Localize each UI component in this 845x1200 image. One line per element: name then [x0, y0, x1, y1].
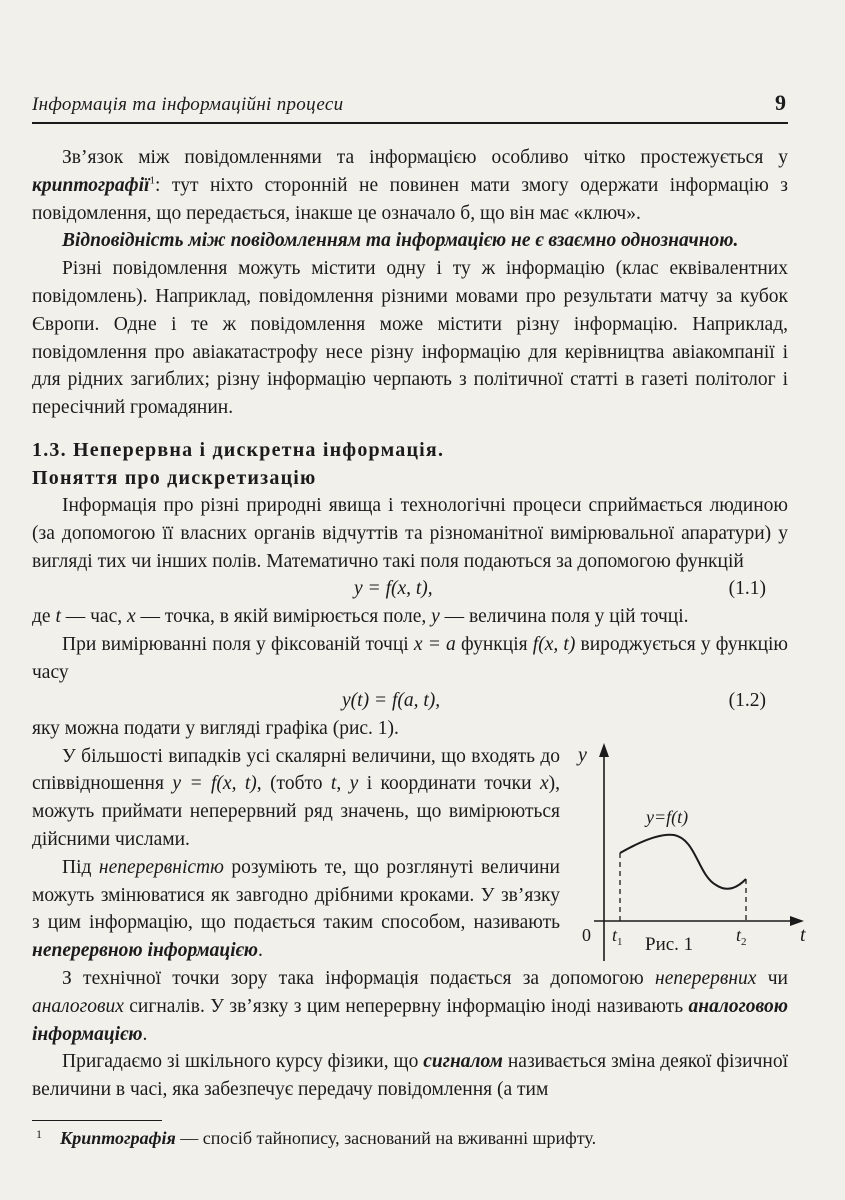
paragraph-scalar-values: У більшості випадків усі скалярні величини, що входять до співвідношення y = f(x, t), (тобто t, y і координати точки x), можуть приймати неперервний ряд значень, що вимірюються дійсними числами. [32, 745, 560, 850]
term-continuous-information: неперервною інформацією [32, 940, 258, 962]
formula-1-2-number: (1.2) [728, 689, 766, 711]
paragraph-fixed-point: При вимірюванні поля у фіксованій точці x = a функція f(x, t) вироджується у функцію часу [32, 634, 788, 683]
y-axis-label: y [578, 743, 587, 766]
paragraph-correspondence-rule: Відповідність між повідомленням та інформацією не є взаємно однозначною. [62, 230, 739, 252]
t1-label: $t_1$ [612, 924, 623, 948]
page-number: 9 [775, 90, 786, 115]
paragraph-continuity: Під неперервністю розуміють те, що розглянуті величини можуть змінюватися як завгодно дрібними кроками. У зв’язку з цим інформацію, що подається таким способом, називають неперервною інформацією. [32, 856, 560, 962]
paragraph-graph-ref: яку можна подати у вигляді графіка (рис. 1). [32, 717, 399, 739]
term-analog: аналогових [32, 995, 124, 1017]
formula-1-2-expression: y(t) = f(a, t), [342, 689, 441, 711]
x-axis-label: t [800, 923, 806, 946]
footnote-mark: 1 [36, 1127, 42, 1141]
paragraph-variables: де t — час, x — точка, в якій вимірюється поле, y — величина поля у цій точці. [32, 606, 689, 628]
section-heading [32, 436, 788, 492]
term-signal: сигналом [423, 1051, 503, 1073]
page-body [32, 144, 806, 1104]
t2-label: $t_2$ [736, 924, 747, 948]
y-axis-arrow-icon [599, 743, 609, 757]
paragraph-fields: Інформація про різні природні явища і технологічні процеси сприймається людиною (за допомогою її власних органів відчуттів та різноманітної вимірювальної апаратури) у вигляді тих чи інших полів. Математично такі поля подаються за допомогою функцій [32, 494, 788, 572]
wrapped-block [32, 743, 806, 965]
paragraph-equivalent-messages: Різні повідомлення можуть містити одну і ту ж інформацію (клас еквівалентних повідомлень). Наприклад, повідомлення різними мовами про результати матчу за кубок Європи. Одне і те ж повідомлення може містити різну інформацію. Наприклад, повідомлення про авіакатастрофу несе різну інформацію для керівництва авіакомпанії і для рідних загиблих; різну інформацію черпають з політичної статті в газеті політолог і пересічний громадянин. [32, 258, 788, 419]
running-header-title: Інформація та інформаційні процеси [32, 94, 344, 115]
curve-label: y=f(t) [646, 806, 689, 827]
formula-1-2 [32, 687, 788, 715]
figure-caption: Рис. 1 [645, 934, 694, 955]
footnote-text: Криптографія — спосіб тайнопису, заснований на вживанні шрифту. [60, 1128, 597, 1148]
section-heading-line2: Поняття про дискретизацію [32, 466, 317, 489]
section-heading-line1: 1.3. Неперервна і дискретна інформація. [32, 438, 445, 461]
function-curve [620, 834, 746, 888]
running-header [32, 88, 788, 124]
wrapped-text [32, 743, 560, 965]
figure-1-graph [572, 735, 806, 965]
footnote-ref: 1 [149, 174, 155, 187]
formula-1-1 [32, 575, 788, 603]
footnote-divider [32, 1120, 162, 1121]
paragraph-cryptography: Зв’язок між повідомленнями та інформацією особливо чітко простежується у криптографії$^1$: тут ніхто сторонній не повинен мати змогу одержати інформацію з повідомлення, що передається, інакше це означало б, що він має «ключ». [32, 147, 788, 224]
term-cryptography: криптографії [32, 174, 150, 196]
paragraph-analog-signals: З технічної точки зору така інформація подається за допомогою неперервних чи аналогових сигналів. У зв’язку з цим неперервну інформацію іноді називають аналоговою інформацією. [32, 967, 788, 1045]
formula-1-1-number: (1.1) [728, 578, 766, 600]
formula-1-1-expression: y = f(x, t), [354, 578, 433, 600]
term-continuity: неперервністю [98, 856, 224, 878]
paragraph-signal-definition: Пригадаємо зі шкільного курсу фізики, що сигналом називається зміна деякої фізичної величини в часі, яка забезпечує передачу повідомлення (а тим [32, 1051, 788, 1101]
origin-label: 0 [582, 924, 591, 945]
term-analog-information: аналоговою інформацією [32, 995, 788, 1045]
term-continuous: неперервних [655, 967, 757, 989]
